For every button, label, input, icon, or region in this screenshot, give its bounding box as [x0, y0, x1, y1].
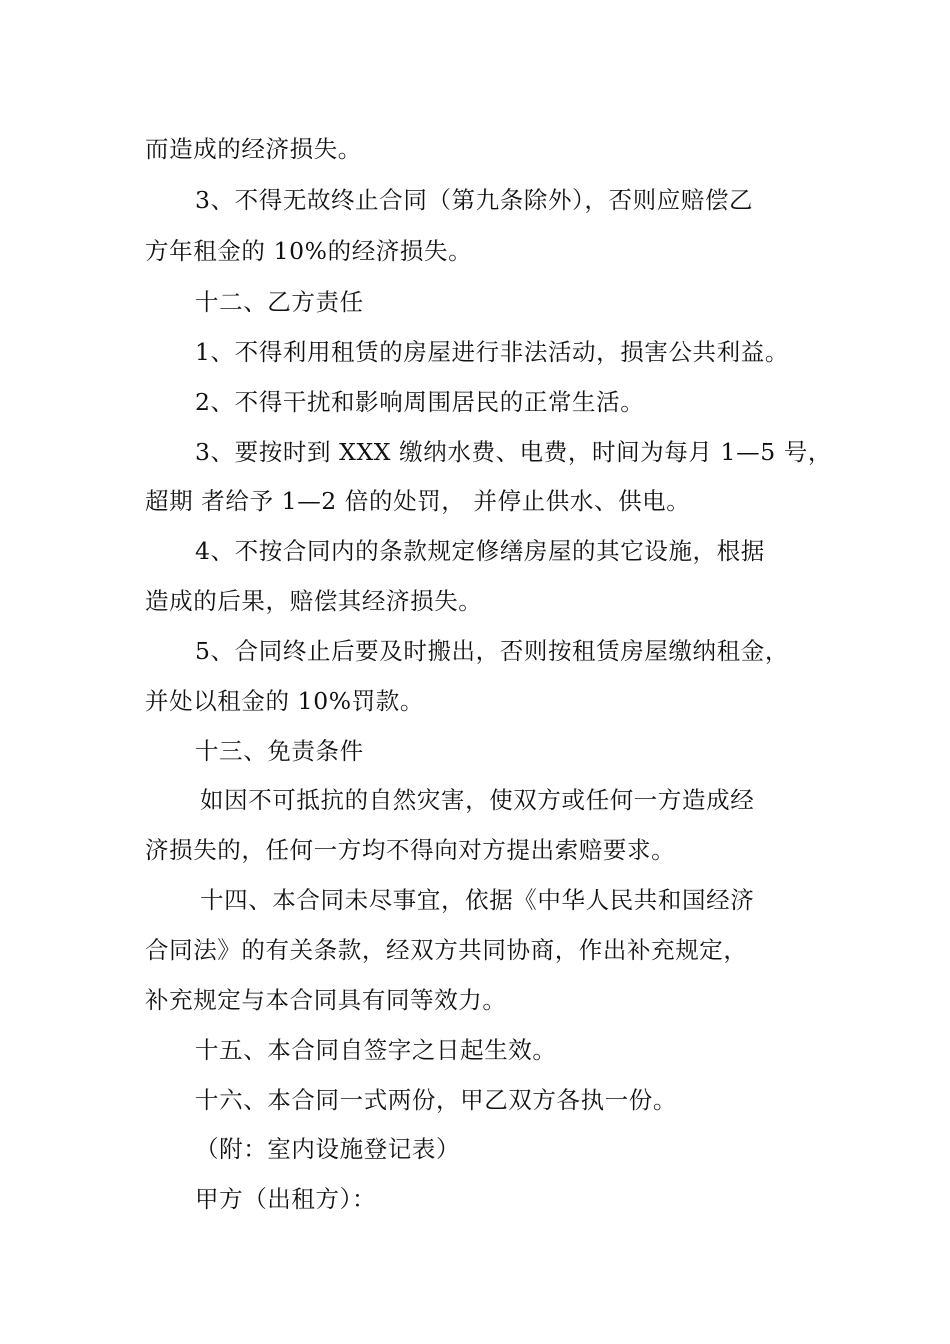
text-line: 十五、本合同自签字之日起生效。 [195, 1036, 557, 1064]
text-line: 2、不得干扰和影响周围居民的正常生活。 [195, 388, 645, 416]
section-heading: 十三、免责条件 [195, 737, 364, 765]
text-line: 4、不按合同内的条款规定修缮房屋的其它设施，根据 [195, 537, 765, 565]
text-line: 造成的后果，赔偿其经济损失。 [145, 587, 483, 615]
section-heading: 十二、乙方责任 [195, 288, 364, 316]
signature-label: 甲方（出租方）： [195, 1185, 377, 1213]
text-line: 十六、本合同一式两份，甲乙双方各执一份。 [195, 1086, 677, 1114]
text-line: 十四、本合同未尽事宜，依据《中华人民共和国经济 [200, 886, 755, 914]
text-line: （附：室内设施登记表） [195, 1135, 461, 1163]
text-line: 超期 者给予 1—2 倍的处罚， 并停止供水、供电。 [145, 487, 691, 515]
text-line: 1、不得利用租赁的房屋进行非法活动，损害公共利益。 [195, 338, 789, 366]
text-line: 3、不得无故终止合同（第九条除外），否则应赔偿乙 [195, 186, 754, 214]
text-line: 3、要按时到 XXX 缴纳水费、电费，时间为每月 1—5 号， [195, 438, 833, 466]
text-line: 方年租金的 10%的经济损失。 [145, 237, 473, 265]
text-line: 合同法》的有关条款，经双方共同协商，作出补充规定， [145, 936, 748, 964]
text-line: 补充规定与本合同具有同等效力。 [145, 986, 507, 1014]
text-line: 济损失的，任何一方均不得向对方提出索赔要求。 [145, 836, 676, 864]
text-line: 5、合同终止后要及时搬出，否则按租赁房屋缴纳租金， [195, 637, 789, 665]
text-line: 而造成的经济损失。 [145, 135, 362, 163]
text-line: 如因不可抵抗的自然灾害，使双方或任何一方造成经 [200, 786, 755, 814]
text-line: 并处以租金的 10%罚款。 [145, 687, 425, 715]
